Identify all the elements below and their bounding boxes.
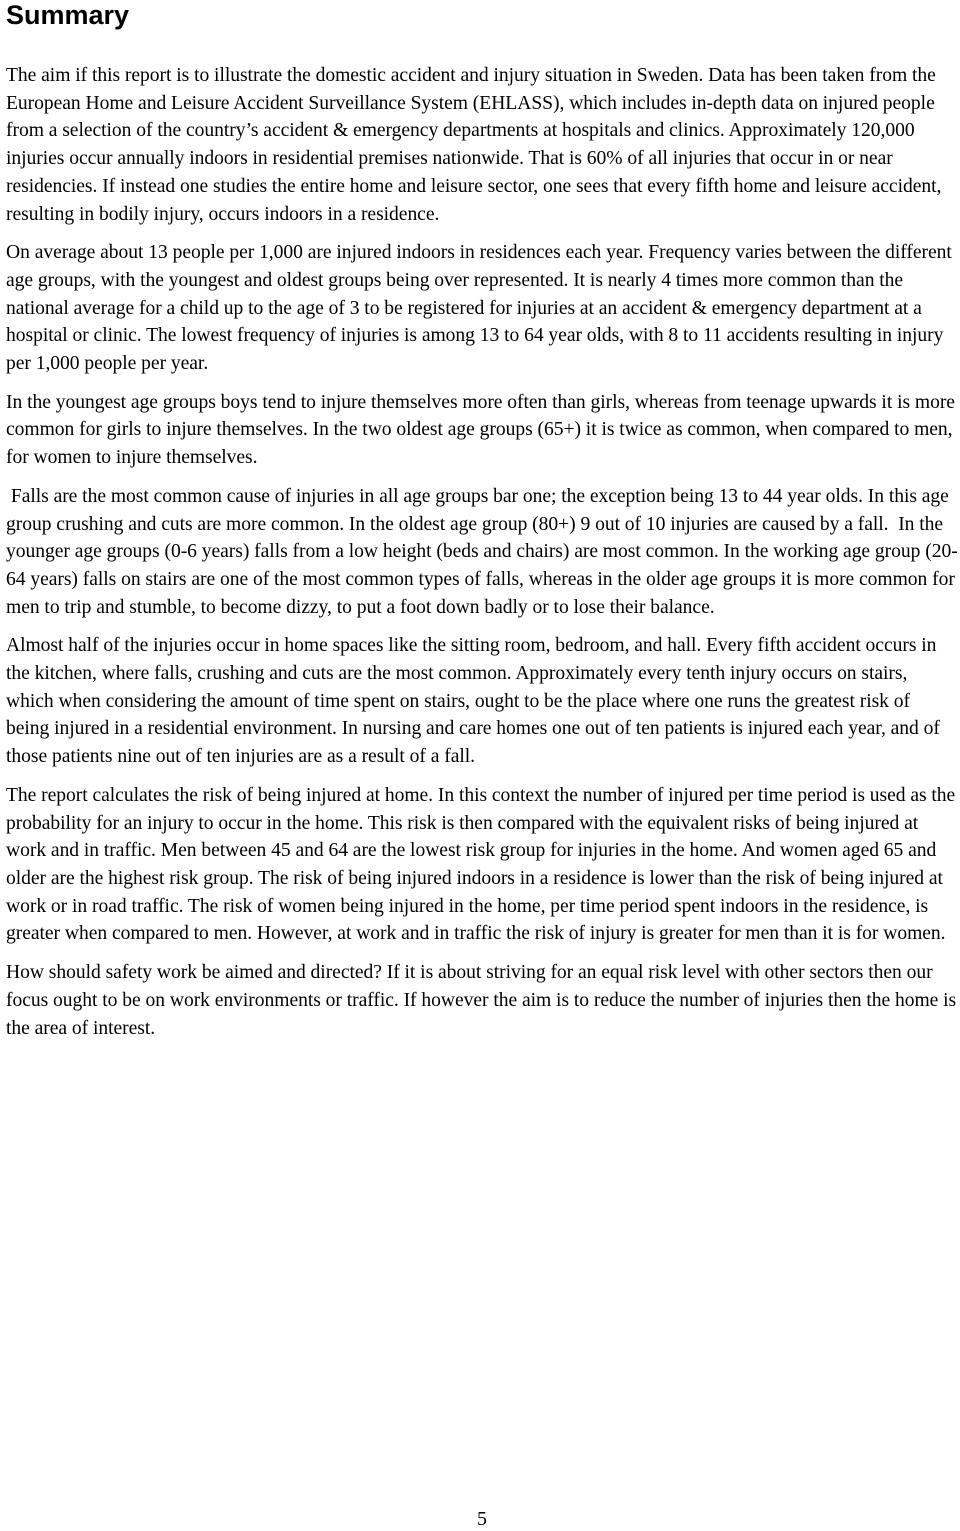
paragraph-falls: Falls are the most common cause of injuries in all age groups bar one; the exception being 13 to 44 year olds. In this age group crushing and cuts are more common. In the oldest age group (80+) 9 out of 10 injuries are caused by a fall. In the younger age groups (0-6 years) falls from a low height (beds and chairs) are most common. In the working age group (20-64 years) falls on stairs are one of the most common types of falls, whereas in the older age groups it is more common for men to trip and stumble, to become dizzy, to put a foot down badly or to lose their balance. (6, 485, 960, 618)
paragraph-risk: The report calculates the risk of being injured at home. In this context the number of injured per time period is used as the probability for an injury to occur in the home. This risk is then compared with the equivalent risks of being injured at work and in traffic. Men between 45 and 64 are the lowest risk group for injuries in the home. And women aged 65 and older are the highest risk group. The risk of being injured indoors in a residence is lower than the risk of being injured at work or in road traffic. The risk of women being injured in the home, per time period spent indoors in the residence, is greater when compared to men. However, at work and in traffic the risk of injury is greater for men than it is for women. (6, 784, 956, 945)
summary-body (6, 62, 958, 1053)
paragraph-gender: In the youngest age groups boys tend to injure themselves more often than girls, whereas from teenage upwards it is more common for girls to injure themselves. In the two oldest age groups (65+) it is twice as common, when compared to men, for women to injure themselves. (6, 391, 955, 469)
page-number: 5 (477, 1508, 487, 1530)
paragraph-conclusion: How should safety work be aimed and directed? If it is about striving for an equal risk level with other sectors then our focus ought to be on work environments or traffic. If however the aim is to reduce the number of injuries then the home is the area of interest. (6, 962, 957, 1039)
paragraph-locations: Almost half of the injuries occur in home spaces like the sitting room, bedroom, and hall. Every fifth accident occurs in the kitchen, where falls, crushing and cuts are the most common. Approximately every tenth injury occurs on stairs, which when considering the amount of time spent on stairs, ought to be the place where one runs the greatest risk of being injured in a residential environment. In nursing and care homes one out of ten patients is injured each year, and of those patients nine out of ten injuries are as a result of a fall. (6, 635, 940, 768)
paragraph-aim: The aim if this report is to illustrate the domestic accident and injury situation in Sweden. Data has been taken from the European Home and Leisure Accident Surveillance System (EHLASS), which includes in-depth data on injured people from a selection of the country’s accident & emergency departments at hospitals and clinics. Approximately 120,000 injuries occur annually indoors in residential premises nationwide. That is 60% of all injuries that occur in or near residencies. If instead one studies the entire home and leisure sector, one sees that every fifth home and leisure accident, resulting in bodily injury, occurs indoors in a residence. (6, 65, 942, 225)
page-heading: Summary (6, 0, 130, 30)
paragraph-frequency: On average about 13 people per 1,000 are injured indoors in residences each year. Frequency varies between the different age groups, with the youngest and oldest groups being over represented. It is nearly 4 times more common than the national average for a child up to the age of 3 to be registered for injuries at an accident & emergency department at a hospital or clinic. The lowest frequency of injuries is among 13 to 64 year olds, with 8 to 11 accidents resulting in injury per 1,000 people per year. (6, 242, 952, 375)
